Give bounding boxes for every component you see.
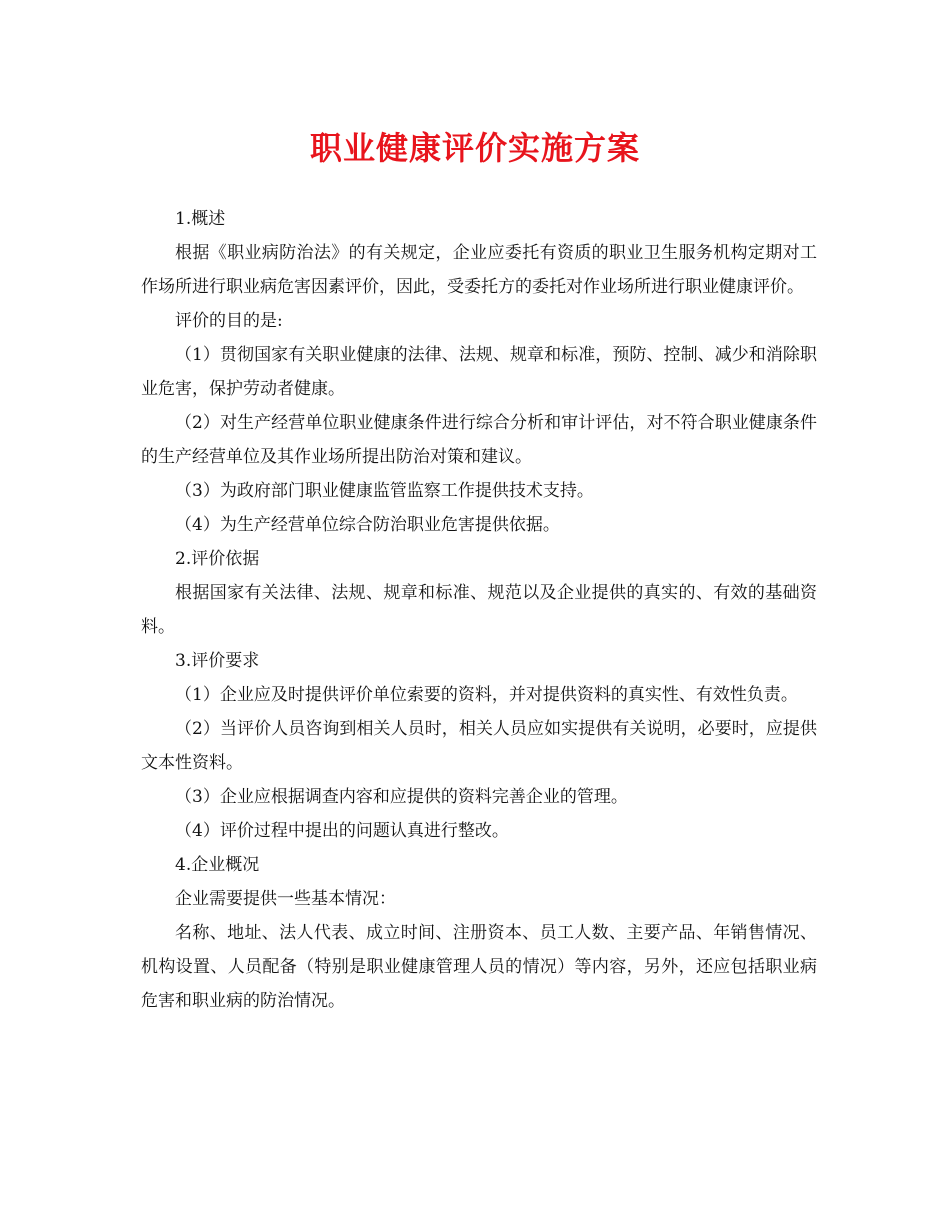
paragraph: 根据国家有关法律、法规、规章和标准、规范以及企业提供的真实的、有效的基础资料。 (141, 583, 817, 637)
paragraph: 2.评价依据 (175, 549, 260, 569)
paragraph: 企业需要提供一些基本情况： (175, 889, 396, 909)
paragraph: 名称、地址、法人代表、成立时间、注册资本、员工人数、主要产品、年销售情况、机构设置、人员配备（特别是职业健康管理人员的情况）等内容，另外，还应包括职业病危害和职业病的防治情况。 (141, 923, 817, 1011)
paragraph: 评价的目的是: (175, 311, 283, 331)
paragraph: （4）为生产经营单位综合防治职业危害提供依据。 (175, 515, 560, 535)
paragraph: 4.企业概况 (175, 855, 260, 875)
paragraph: 根据《职业病防治法》的有关规定，企业应委托有资质的职业卫生服务机构定期对工作场所进行职业病危害因素评价，因此，受委托方的委托对作业场所进行职业健康评价。 (141, 243, 817, 297)
paragraph: （1）企业应及时提供评价单位索要的资料，并对提供资料的真实性、有效性负责。 (175, 685, 798, 705)
paragraph: （3）企业应根据调查内容和应提供的资料完善企业的管理。 (175, 787, 628, 807)
paragraph: （3）为政府部门职业健康监管监察工作提供技术支持。 (175, 481, 594, 501)
paragraph: （2）对生产经营单位职业健康条件进行综合分析和审计评估，对不符合职业健康条件的生产经营单位及其作业场所提出防治对策和建议。 (141, 413, 817, 467)
document-title: 职业健康评价实施方案 (309, 129, 640, 167)
paragraph: （2）当评价人员咨询到相关人员时，相关人员应如实提供有关说明，必要时，应提供文本性资料。 (141, 719, 817, 773)
paragraph: （4）评价过程中提出的问题认真进行整改。 (175, 821, 509, 841)
paragraph: （1）贯彻国家有关职业健康的法律、法规、规章和标准，预防、控制、减少和消除职业危害，保护劳动者健康。 (141, 345, 817, 399)
paragraph: 3.评价要求 (175, 651, 260, 671)
document-body (141, 202, 817, 1018)
paragraph: 1.概述 (175, 209, 226, 229)
